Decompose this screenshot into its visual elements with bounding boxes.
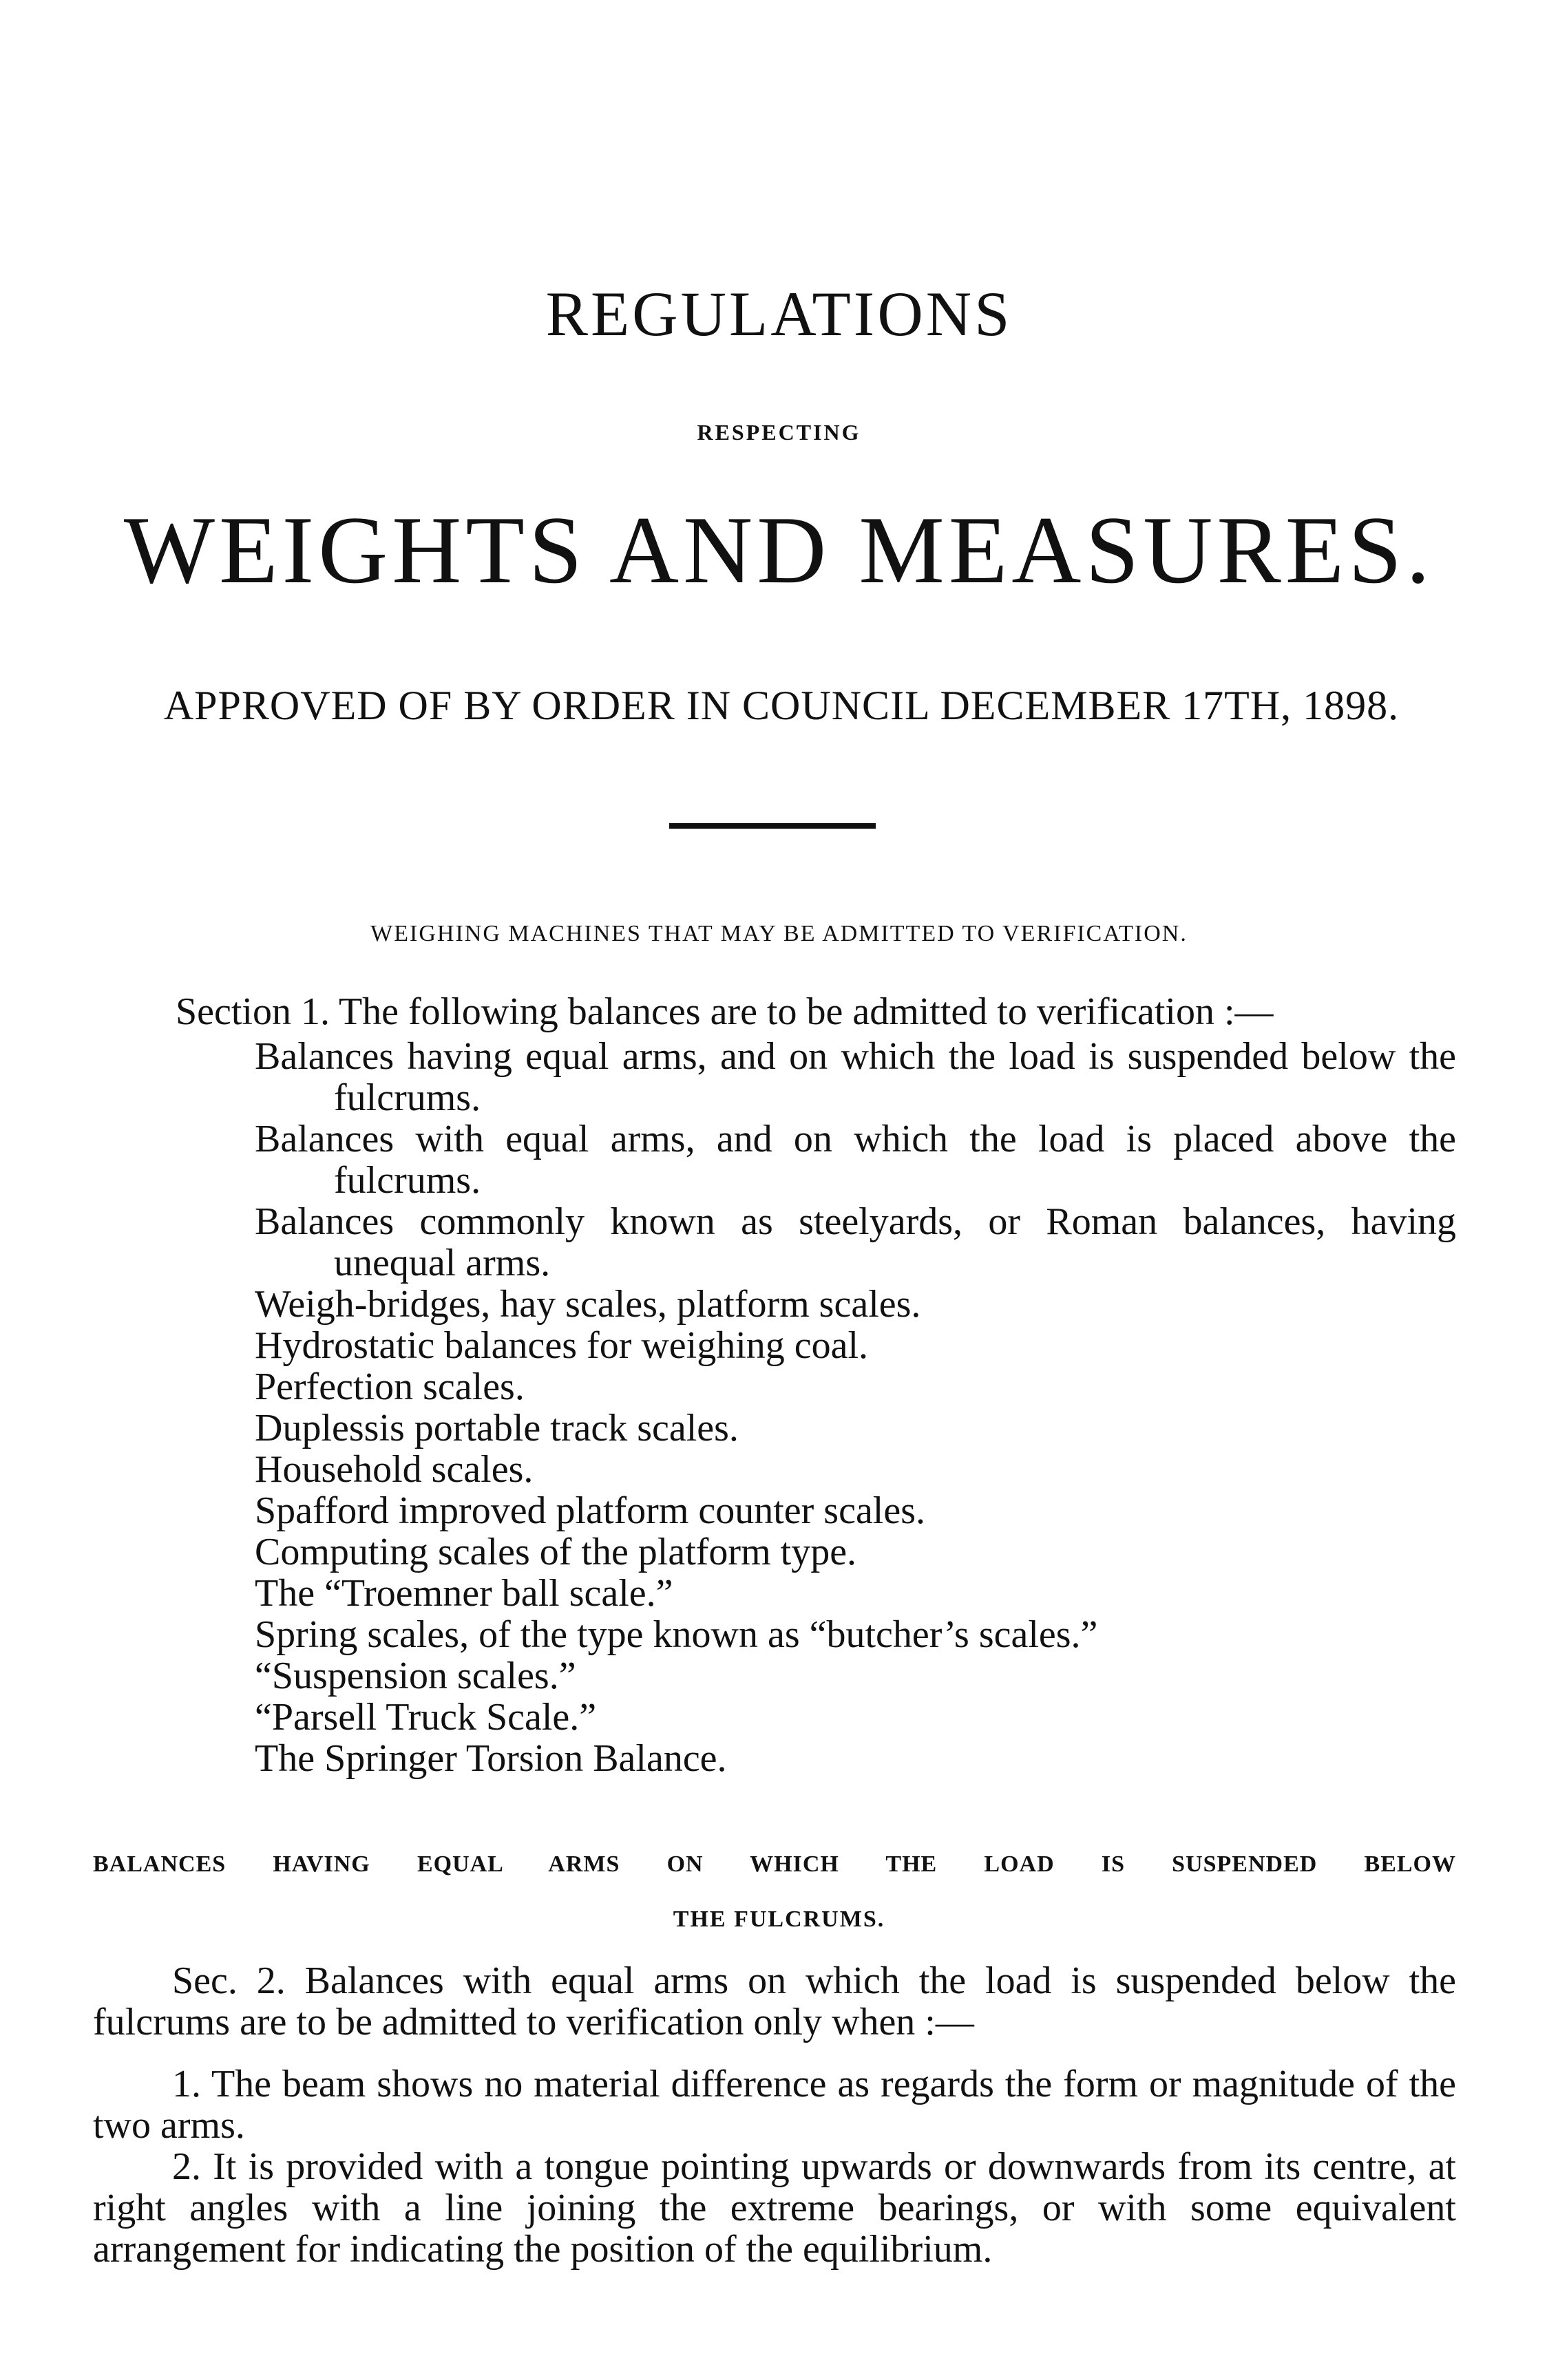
list-item: Balances having equal arms, and on which the load is suspended below the fulcrums. — [255, 1035, 1456, 1119]
list-item: Balances commonly known as steelyards, or Roman balances, having unequal arms. — [255, 1200, 1456, 1284]
list-item: The Springer Torsion Balance. — [255, 1737, 727, 1780]
approval-line: APPROVED OF BY ORDER IN COUNCIL DECEMBER 17TH, 1898. — [163, 683, 1400, 728]
list-item: Hydrostatic balances for weighing coal. — [255, 1324, 869, 1367]
section-2-item-2: 2. It is provided with a tongue pointing upwards or downwards from its centre, at right angles with a line joining the extreme bearings, or with some equivalent arrangement for indicating the position of the equilibrium. — [93, 2145, 1456, 2271]
section-heading-equal-arms: BALANCES HAVING EQUAL ARMS ON WHICH THE LOAD IS SUSPENDED BELOW — [93, 1851, 1456, 1877]
balances-list — [255, 1036, 1456, 1779]
list-item: Household scales. — [255, 1448, 534, 1491]
list-item: The “Troemner ball scale.” — [255, 1572, 673, 1615]
list-item: “Suspension scales.” — [255, 1655, 576, 1697]
list-item: Spring scales, of the type known as “butcher’s scales.” — [255, 1613, 1098, 1656]
divider-rule — [669, 823, 876, 829]
list-item: Perfection scales. — [255, 1366, 525, 1408]
section-2-item-1: 1. The beam shows no material difference as regards the form or magnitude of the two arms. — [93, 2063, 1456, 2147]
respecting-label: RESPECTING — [697, 420, 861, 445]
list-item: Computing scales of the platform type. — [255, 1531, 857, 1573]
list-item: Weigh-bridges, hay scales, platform scales. — [255, 1283, 921, 1326]
list-item: Balances with equal arms, and on which the load is placed above the fulcrums. — [255, 1118, 1456, 1202]
list-item: “Parsell Truck Scale.” — [255, 1696, 597, 1739]
subject-title: WEIGHTS AND MEASURES. — [123, 497, 1435, 604]
list-item: Spafford improved platform counter scales. — [255, 1489, 926, 1532]
section-2-intro: Sec. 2. Balances with equal arms on which the load is suspended below the fulcrums are to be admitted to verification only when :— — [93, 1959, 1456, 2043]
page-title: REGULATIONS — [545, 279, 1013, 349]
section-1-intro: Section 1. The following balances are to be admitted to verification :— — [176, 990, 1274, 1033]
section-heading-weighing-machines: WEIGHING MACHINES THAT MAY BE ADMITTED TO VERIFICATION. — [370, 921, 1188, 946]
list-item: Duplessis portable track scales. — [255, 1407, 739, 1449]
section-heading-equal-arms-cont: THE FULCRUMS. — [673, 1906, 885, 1932]
